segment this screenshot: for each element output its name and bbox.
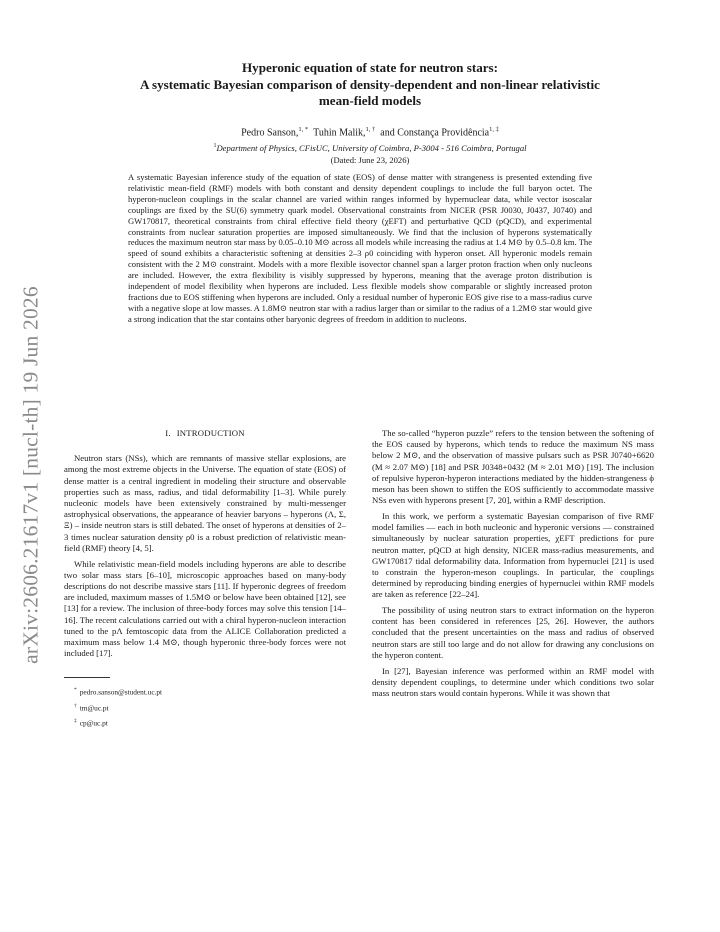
body-paragraph: In [27], Bayesian inference was performed within an RMF model with density dependent couplings, to determine under which conditions two solar mass neutron stars would contain hyperons. While it was shown that (372, 665, 654, 698)
author-name: and Constança Providência (380, 126, 490, 138)
footnote (64, 717, 346, 728)
body-paragraph: In this work, we perform a systematic Bayesian comparison of five RMF model families — each in both nucleonic and hyperonic versions — constrained simultaneously by nuclear saturation properties, χEFT predictions for pure neutron matter, pQCD at high density, NICER mass-radius measurements, and GW170817 tidal deformability data. Information from hypernuclei [21] is used to constrain the hyperon-meson couplings. In particular, the couplings determined by reproducing binding energies of hypernuclei within RMF models are taken as reference [22–24]. (372, 510, 654, 600)
footnote-mark: † (74, 702, 77, 709)
title-line-1: Hyperonic equation of state for neutron stars: (241, 60, 499, 75)
author-name: Tuhin Malik, (313, 126, 366, 138)
footnote-email: cp@uc.pt (79, 718, 108, 728)
right-column (372, 428, 654, 704)
paper-header (70, 60, 670, 166)
section-title: INTRODUCTION (176, 428, 245, 438)
body-paragraph: The so-called “hyperon puzzle” refers to the tension between the softening of the EOS caused by hyperons, which tends to reduce the maximum NS mass below 2 M⊙, and the observation of massive pulsars such as PSR J0740+6620 (M ≈ 2.07 M⊙) [18] and PSR J0348+0432 (M ≈ 2.01 M⊙) [19]. The inclusion of repulsive hyperon-hyperon interactions mediated by the hidden-strangeness ϕ meson has been shown to stiffen the EOS sufficiently to accommodate massive NSs even with hyperons present [7, 20], within a RMF description. (372, 428, 654, 506)
author-marks: 1, * (298, 125, 309, 133)
arxiv-identifier (12, 235, 50, 715)
footnote-rule (64, 677, 110, 678)
footnote-mark: * (74, 687, 77, 694)
footnote-email: tm@uc.pt (79, 703, 109, 713)
left-column (64, 428, 346, 732)
section-heading (64, 428, 346, 439)
author-list (70, 123, 670, 139)
section-number: I. (165, 428, 171, 438)
body-paragraph: While relativistic mean-field models including hyperons are able to describe two solar mass stars [6–10], microscopic approaches based on many-body descriptions do not describe massive stars [11]. If hyperonic degrees of freedom are included, maximum masses of 1.5M⊙ or below have been obtained [12], see [13] for a review. The inclusion of three-body forces may solve this tension [14–16]. The recent calculations carried out with a chiral hyperon-nucleon interaction tuned to the pΛ femtoscopic data from the ALICE Collaboration predicted a maximum mass below 1.4 M⊙, though hyperonic three-body forces were not included [17]. (64, 558, 346, 659)
body-paragraph: The possibility of using neutron stars to extract information on the hyperon content has been considered in references [25, 26]. However, the authors concluded that the present uncertainties on the mass and radius of observed neutron stars are still too large and do not allow for drawing any conclusions on the hyperon content. (372, 605, 654, 660)
abstract: A systematic Bayesian inference study of the equation of state (EOS) of dense matter with strangeness is presented extending five relativistic mean-field (RMF) models with both constant and density dependent couplings to include the full baryon octet. The hyperon-nucleon couplings in the scalar channel are varied within ranges informed by hypernuclear data, while vector isoscalar couplings are fixed by the SU(6) symmetry quark model. Observational constraints from NICER (PSR J0030, J0437, J0740) and GW170817, theoretical constraints from chiral effective field theory (χEFT) and perturbative QCD (pQCD), and experimental constraints from nuclear saturation properties are imposed simultaneously. We find that the inclusion of hyperons systematically reduces the maximum neutron star mass by 0.05–0.10 M⊙ across all models while increasing the radius at 1.4 M⊙ by 0.5–0.8 km. The speed of sound exhibits a characteristic softening at densities 2–3 ρ0 coinciding with hyperon onset. All hyperonic models remain consistent with the 2 M⊙ constraint. Models with a more flexible isovector channel span a larger proton fraction when only nucleons are included. However, the extra flexibility is visibly suppressed by hyperons, meaning that the average proton distribution is independent of model flexibility when hyperons are included. Less flexible models show comparable or slightly increased proton fractions due to EOS stiffening when hyperons are included. Only a residual number of hyperonic EOS give rise to a mass-radius curve with a negative slope at low masses. A 1.8M⊙ neutron star with a radius larger than or similar to the radius of a 1.2M⊙ star would give a strong indication that the star contains other baryonic degrees of freedom in addition to nucleons. (128, 172, 592, 324)
affiliation (70, 141, 670, 154)
title-line-3: mean-field models (318, 93, 422, 108)
author-name: Pedro Sanson, (241, 126, 299, 138)
date-line: (Dated: June 23, 2026) (330, 154, 410, 165)
paper-title (70, 60, 670, 110)
footnote (64, 702, 346, 713)
body-paragraph: Neutron stars (NSs), which are remnants of massive stellar explosions, are among the most extreme objects in the Universe. The equation of state (EOS) of dense matter is a central ingredient in modeling their structure and observable properties such as mass, radius, and tidal deformability [1–3]. While purely nucleonic models have been extensively constrained by multi-messenger astrophysical observations, the appearance of heavier baryons – hyperons (Λ, Σ, Ξ) – inside neutron stars is still debated. The onset of hyperons at densities of 2–3 times nuclear saturation density ρ0 is a robust prediction of relativistic mean-field (RMF) theory [4, 5]. (64, 453, 346, 553)
affiliation-mark: 1 (213, 142, 217, 149)
arxiv-identifier-text: arXiv:2606.21617v1 [nucl-th] 19 Jun 2026 (18, 286, 43, 664)
affiliation-text: Department of Physics, CFisUC, University of Coimbra, P-3004 - 516 Coimbra, Portugal (216, 142, 527, 153)
footnote-email: pedro.sanson@student.uc.pt (79, 687, 163, 697)
footnote-mark: ‡ (74, 718, 77, 725)
author-marks: 1, † (365, 125, 376, 133)
title-line-2: A systematic Bayesian comparison of density-dependent and non-linear relativistic (140, 76, 600, 92)
author-marks: 1, ‡ (489, 125, 499, 133)
footnote (64, 686, 346, 697)
